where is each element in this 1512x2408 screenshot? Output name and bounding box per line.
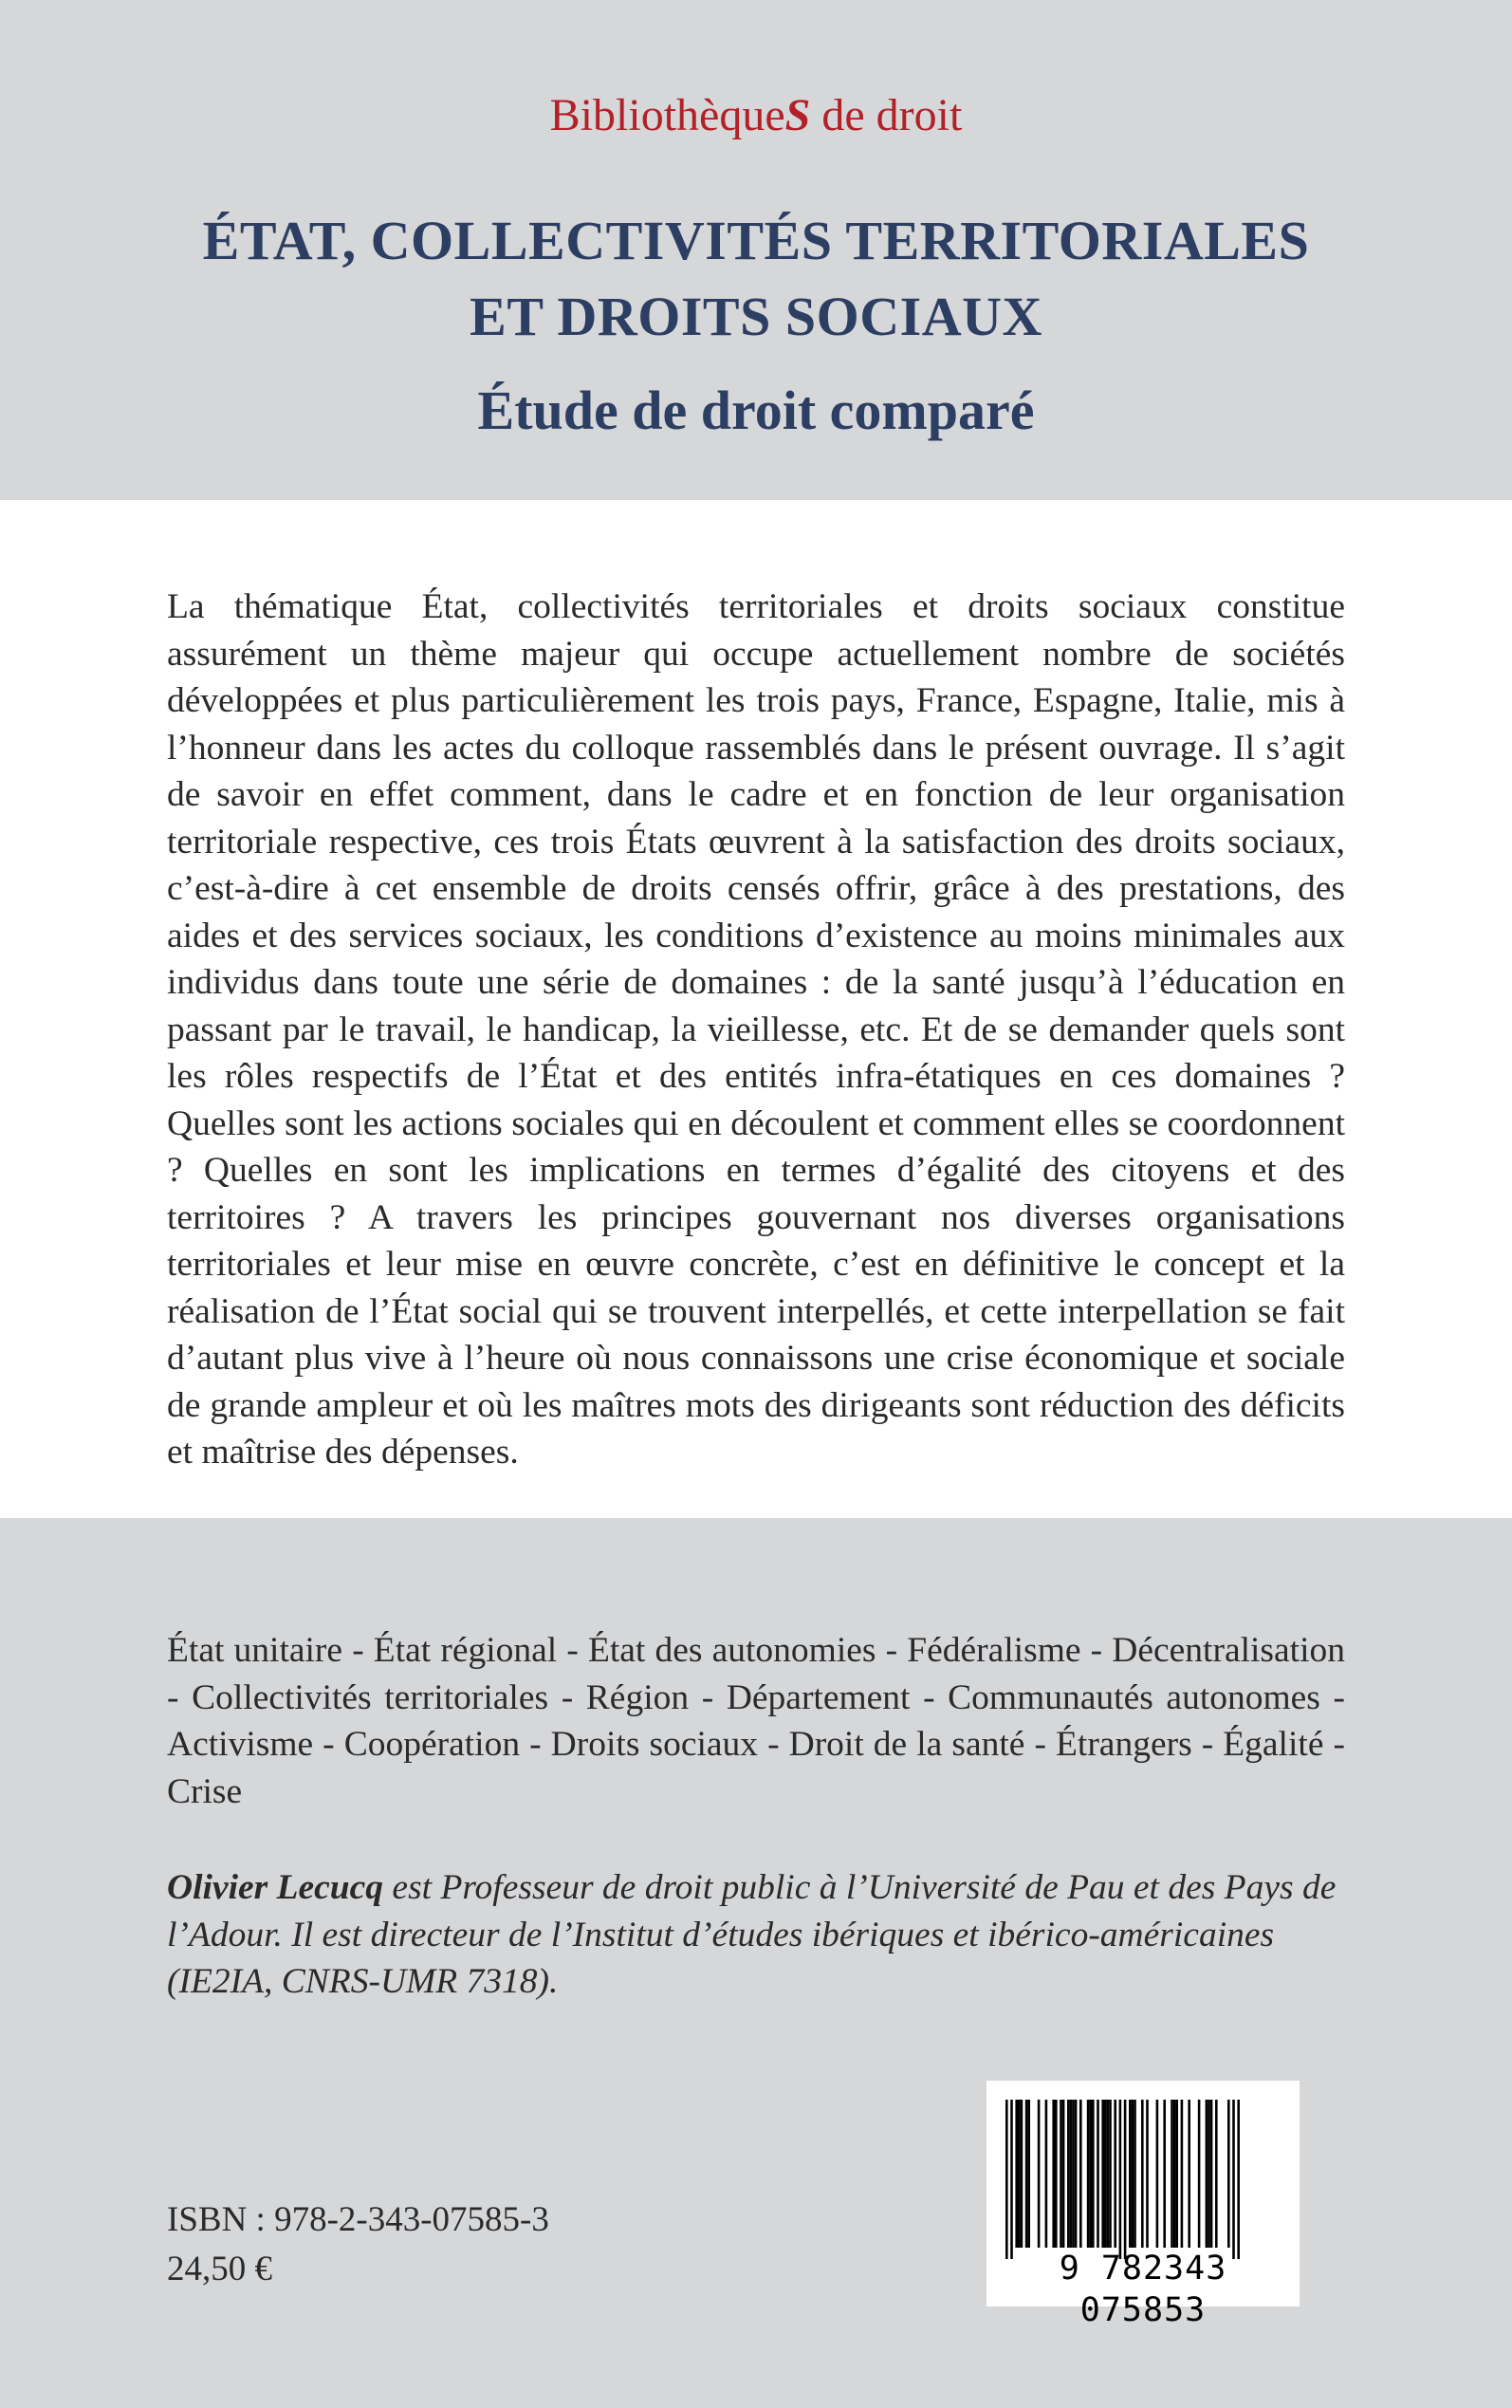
barcode-bar	[1171, 2100, 1173, 2248]
barcode-bar	[1072, 2100, 1075, 2248]
barcode	[986, 2081, 1300, 2329]
barcode-bar	[1089, 2100, 1092, 2248]
barcode-bar	[1198, 2100, 1201, 2248]
barcode-bar	[1075, 2100, 1078, 2248]
barcode-bar	[1060, 2100, 1062, 2248]
barcode-bar	[1079, 2100, 1082, 2248]
barcode-bar	[1188, 2100, 1190, 2248]
barcode-bar	[1175, 2100, 1178, 2248]
barcode-bar	[1062, 2100, 1065, 2248]
barcode-bar	[1163, 2100, 1166, 2248]
series-s: S	[784, 90, 811, 140]
barcode-bar	[1119, 2100, 1122, 2259]
barcode-bar	[1010, 2100, 1013, 2259]
book-subtitle: Étude de droit comparé	[477, 380, 1035, 441]
keywords-paragraph: État unitaire - État régional - État des autonomies - Fédéralisme - Décentralisation - Collectivités territoriales - Région - Département - Communautés autonomes - Activisme - Coopération - Droits sociaux - Droit de la santé - Étrangers - Égalité - Crise	[167, 1631, 1345, 1811]
barcode-bar	[1087, 2100, 1090, 2248]
title-line-1: ÉTAT, COLLECTIVITÉS TERRITORIALES	[202, 210, 1310, 271]
isbn-label: ISBN : 978-2-343-07585-3	[167, 2200, 549, 2239]
barcode-bar	[1232, 2100, 1235, 2259]
barcode-bar	[1101, 2100, 1104, 2248]
barcode-digits: 9 782343 075853	[1059, 2250, 1227, 2329]
barcode-bar	[1038, 2100, 1041, 2248]
barcode-bar	[1097, 2100, 1099, 2248]
barcode-bar	[1067, 2100, 1070, 2248]
author-bio-text: est Professeur de droit public à l’Université de Pau et des Pays de l’Adour. Il est directeur de l’Institut d’études ibériques et ibérico-américaines (IE2IA, CNRS-UMR 7318).	[167, 1868, 1337, 2001]
series-rest: de droit	[810, 90, 963, 140]
book-title	[0, 203, 1512, 355]
barcode-bar	[1070, 2100, 1073, 2248]
barcode-bar	[1092, 2100, 1095, 2248]
barcode-bar	[1206, 2100, 1208, 2248]
barcode-bar	[1141, 2100, 1144, 2248]
summary-paragraph: La thématique État, collectivités territoriales et droits sociaux constitue assurément un thème majeur qui occupe actuellement nombre de sociétés développées et plus particulièrement les trois pays, France, Espagne, Italie, mis à l’honneur dans les actes du colloque rassemblés dans le présent ouvrage. Il s’agit de savoir en effet comment, dans le cadre et en fonction de leur organisation territoriale respective, ces trois États œuvrent à la satisfaction des droits sociaux, c’est-à-dire à cet ensemble de droits censés offrir, grâce à des prestations, des aides et des services sociaux, les conditions d’existence au moins minimales aux individus dans toute une série de domaines : de la santé jusqu’à l’éducation en passant par le travail, le handicap, la vieillesse, etc. Et de se demander quels sont les rôles respectifs de l’État et des entités infra-étatiques en ces domaines ? Quelles sont les actions sociales qui en découlent et comment elles se coordonnent ? Quelles en sont les implications en termes d’égalité des citoyens et des territoires ? A travers les principes gouvernant nos diverses organisations territoriales et leur mise en œuvre concrète, c’est en définitive le concept et la réalisation de l’État social qui se trouvent interpellés, et cette interpellation se fait d’autant plus vive à l’heure où nous connaissons une crise économique et sociale de grande ampleur et où les maîtres mots des dirigeants sont réduction des déficits et maîtrise des dépenses.	[167, 587, 1345, 1472]
barcode-bar	[1237, 2100, 1240, 2259]
barcode-bar	[1025, 2100, 1028, 2248]
barcode-bar	[1208, 2100, 1210, 2248]
barcode-bar	[1052, 2100, 1055, 2248]
barcode-bar	[1124, 2100, 1127, 2259]
series-name	[0, 87, 1512, 144]
barcode-bar	[1018, 2100, 1021, 2248]
series-main: Bibliothèque	[549, 90, 785, 140]
barcode-bar	[1107, 2100, 1110, 2248]
barcode-bar	[1045, 2100, 1048, 2248]
barcode-bar	[1015, 2100, 1018, 2248]
price-label: 24,50 €	[167, 2250, 272, 2288]
barcode-bar	[1173, 2100, 1176, 2248]
barcode-bar	[1132, 2100, 1134, 2248]
barcode-bar	[1055, 2100, 1058, 2248]
barcode-bar	[1114, 2100, 1116, 2248]
barcode-bar	[1027, 2100, 1030, 2248]
barcode-bar	[1109, 2100, 1112, 2248]
author-bio	[167, 1864, 1345, 2006]
author-name: Olivier Lecucq	[167, 1868, 384, 1907]
title-line-2: ET DROITS SOCIAUX	[470, 286, 1042, 347]
barcode-bar	[1021, 2100, 1023, 2248]
barcode-bar	[1210, 2100, 1213, 2248]
barcode-bar	[1104, 2100, 1107, 2248]
barcode-bar	[1227, 2100, 1230, 2248]
header-band	[0, 0, 1512, 500]
barcode-bar	[1005, 2100, 1008, 2259]
barcode-bar	[1129, 2100, 1132, 2248]
barcode-bar	[1134, 2100, 1136, 2248]
barcode-bar	[1146, 2100, 1149, 2248]
barcode-bar	[1215, 2100, 1218, 2248]
barcode-bar	[1181, 2100, 1184, 2248]
barcode-bar	[1156, 2100, 1159, 2248]
